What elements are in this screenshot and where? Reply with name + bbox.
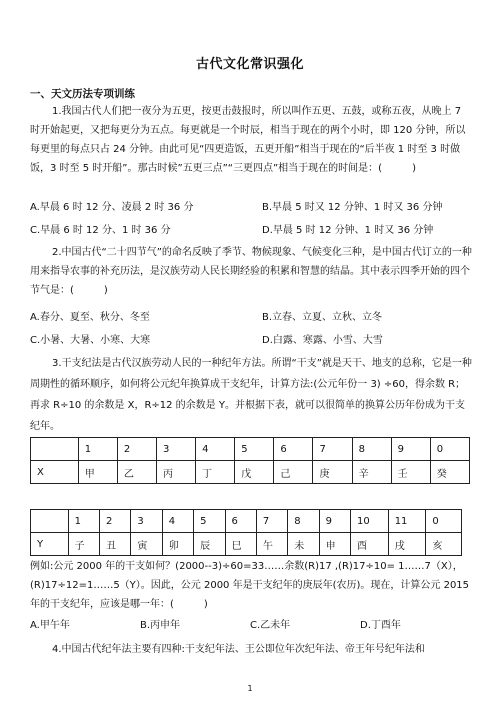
table-cell: 6 (274, 438, 313, 461)
question-2-option-b[interactable]: B.立春、立夏、立秋、立冬 (262, 312, 383, 323)
earthly-branches-row (31, 533, 462, 556)
table-cell: 8 (288, 510, 319, 533)
table-cell: 9 (391, 438, 430, 461)
table-cell: 9 (319, 510, 350, 533)
table-cell: 丙 (157, 461, 196, 484)
question-1-text: 1.我国古代人们把一夜分为五更，按更击鼓报时，所以叫作五更、五鼓，或称五夜，从晚上 7 时开始起更，又把每更分为五点。每更就是一个时辰，相当于现在的两个小时，即 120 分钟，所以每更里的每点只占 24 分钟。由此可见“四更造饭，五更开船”相当于现在的“后半夜 1 时至 3 时做饭，3 时至 5 时开船”。那古时候”五更三点”“三更四点”相当于现在的时间是：( ) (30, 106, 466, 174)
table-cell: 7 (313, 438, 352, 461)
question-3-option-d[interactable]: D.丁酉年 (360, 620, 401, 631)
table-cell: 卯 (162, 533, 193, 556)
table-cell: 10 (351, 510, 389, 533)
table-cell: 壬 (391, 461, 430, 484)
heavenly-stems-table (30, 437, 470, 484)
table-cell: 11 (388, 510, 426, 533)
table-cell: 1 (68, 510, 99, 533)
question-3-example: 例如:公元 2000 年的干支如何？(2000--3)÷60=33……余数(R)17 ,(R)17÷10= 1……7（X），(R)17÷12=1……5（Y）。因此，公元 2000 年是干支纪年的庚辰年(农历)。现在，计算公元 2015 年的干支纪年，应该是哪一年：( ) (30, 561, 470, 610)
question-3-option-c[interactable]: C.乙未年 (250, 620, 291, 631)
table-cell: 巳 (225, 533, 256, 556)
table-cell: 酉 (351, 533, 389, 556)
question-1-option-b[interactable]: B.早晨 5 时又 12 分钟、1 时又 36 分钟 (262, 202, 443, 213)
page-title: 古代文化常识强化 (195, 57, 304, 72)
table-cell: 寅 (131, 533, 162, 556)
question-2-text: 2.中国古代“二十四节气”的命名反映了季节、物候现象、气候变化三种，是中国古代订立的一种用来指导农事的补充历法，是汉族劳动人民长期经验的积累和智慧的结晶。其中表示四季开始的四个节气是：( ) (30, 247, 472, 296)
table-cell: 0 (430, 438, 469, 461)
table-cell: 辰 (194, 533, 225, 556)
table-cell: 3 (131, 510, 162, 533)
question-3-option-b[interactable]: B.丙申年 (140, 620, 181, 631)
question-2-option-a[interactable]: A.春分、夏至、秋分、冬至 (30, 312, 150, 323)
table-cell: 0 (426, 510, 462, 533)
table-cell: 午 (256, 533, 287, 556)
table-cell: 癸 (430, 461, 469, 484)
earthly-branches-table (30, 509, 462, 556)
table-cell: 4 (162, 510, 193, 533)
earthly-branches-number-row (31, 510, 462, 533)
question-1-option-c[interactable]: C.早晨 6 时 12 分、1 时 36 分 (30, 225, 171, 236)
table-cell: 2 (100, 510, 131, 533)
table-cell: 戌 (388, 533, 426, 556)
table-cell: 丁 (196, 461, 235, 484)
table-cell: 5 (194, 510, 225, 533)
table-row-label: Y (31, 533, 69, 556)
table-cell: 5 (235, 438, 274, 461)
table-cell: 子 (68, 533, 99, 556)
heavenly-stems-number-row (31, 438, 470, 461)
table-cell: 己 (274, 461, 313, 484)
table-cell (31, 438, 79, 461)
question-3-option-a[interactable]: A.甲午年 (30, 620, 70, 631)
question-3-text: 3.干支纪法是古代汉族劳动人民的一种纪年方法。所谓“干支”就是天干、地支的总称，它是一种周期性的循环顺序，如何将公元纪年换算成干支纪年，计算方法:(公元年份一 3) ÷60，得余数 R；再求 R÷10 的余数是 X，R÷12 的余数是 Y。并根据下表，就可以很简单的换算公历年份成为干支纪年。 (30, 358, 472, 432)
table-cell: 甲 (78, 461, 117, 484)
table-cell: 辛 (352, 461, 391, 484)
question-2-option-d[interactable]: D.白露、寒露、小雪、大雪 (262, 335, 383, 346)
table-cell: 4 (196, 438, 235, 461)
table-cell: 庚 (313, 461, 352, 484)
table-cell: 戊 (235, 461, 274, 484)
table-cell: 2 (117, 438, 156, 461)
table-row-label: X (31, 461, 79, 484)
question-1-option-d[interactable]: D.早晨 5 时 12 分钟、1 时又 36 分钟 (262, 225, 434, 236)
table-cell (31, 510, 69, 533)
table-cell: 7 (256, 510, 287, 533)
page-number: 1 (247, 684, 253, 693)
question-2-option-c[interactable]: C.小暑、大暑、小寒、大寒 (30, 335, 151, 346)
table-cell: 6 (225, 510, 256, 533)
table-cell: 申 (319, 533, 350, 556)
heavenly-stems-row (31, 461, 470, 484)
table-cell: 8 (352, 438, 391, 461)
question-4-text: 4.中国古代纪年法主要有四种:干支纪年法、王公即位年次纪年法、帝王年号纪年法和 (52, 644, 425, 655)
question-1-option-a[interactable]: A.早晨 6 时 12 分、凌晨 2 时 36 分 (30, 202, 194, 213)
table-cell: 1 (78, 438, 117, 461)
table-cell: 亥 (426, 533, 462, 556)
table-cell: 未 (288, 533, 319, 556)
section-heading: 一、天文历法专项训练 (30, 88, 135, 100)
table-cell: 丑 (100, 533, 131, 556)
table-cell: 乙 (117, 461, 156, 484)
table-cell: 3 (157, 438, 196, 461)
